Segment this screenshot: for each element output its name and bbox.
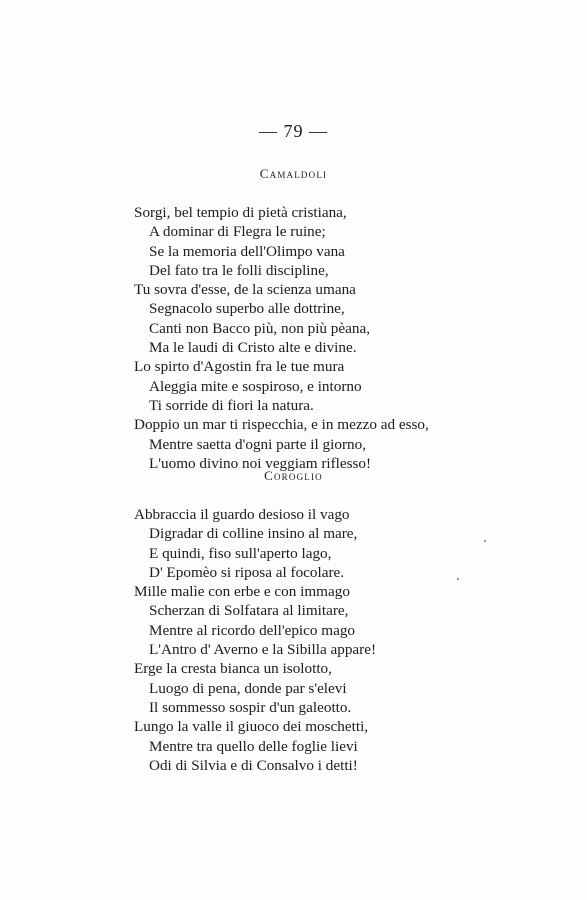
verse-line: Scherzan di Solfatara al limitare, [149,602,349,620]
paper-speck [484,540,486,542]
verse-line: Del fato tra le folli discipline, [149,261,329,279]
verse-line: Doppio un mar ti rispecchia, e in mezzo ad esso, [134,416,429,434]
verse-line: Aleggia mite e sospiroso, e intorno [149,377,362,395]
verse-line: A dominar di Flegra le ruine; [149,223,326,241]
verse-line: Mille malìe con erbe e con immago [134,583,350,601]
poem-title-camaldoli: Camaldoli [259,166,328,181]
verse-line: Segnacolo superbo alle dottrine, [149,300,345,318]
verse-line: Odi di Silvia e di Consalvo i detti! [149,756,358,774]
verse-line: Abbraccia il guardo desioso il vago [134,506,350,523]
paper-speck [457,578,459,580]
verse-line: Mentre tra quello delle foglie lievi [149,737,358,755]
verse-line: Tu sovra d'esse, de la scienza umana [134,281,356,299]
verse-line: Mentre al ricordo dell'epico mago [149,621,356,639]
page-number: — 79 — [259,121,328,141]
verse-line: Erge la cresta bianca un isolotto, [134,660,332,678]
verse-line: Sorgi, bel tempio di pietà cristiana, [134,204,347,221]
verse-line: E quindi, fiso sull'aperto lago, [149,544,332,562]
verse-line: Ma le laudi di Cristo alte e divine. [149,339,357,357]
verse-line: Canti non Bacco più, non più pèana, [149,319,371,337]
verse-line: Ti sorride di fiori la natura. [149,396,314,414]
verse-line: D' Epomèo si riposa al focolare. [149,563,345,581]
verse-line: Il sommesso sospir d'un galeotto. [149,698,352,716]
verse-line: Lungo la valle il giuoco dei moschetti, [134,718,369,736]
verse-line: Digradar di colline insino al mare, [149,525,358,543]
poem-title-coroglio: Coroglio [264,468,323,483]
verse-line: Luogo di pena, donde par s'elevi [149,679,347,697]
verse-line: L'Antro d' Averno e la Sibilla appare! [149,641,377,659]
poem-camaldoli [134,203,429,473]
verse-line: Lo spirto d'Agostin fra le tue mura [134,358,345,376]
verse-line: Mentre saetta d'ogni parte il giorno, [149,435,366,453]
verse-line: Se la memoria dell'Olimpo vana [149,242,345,260]
verse-line: L'uomo divino noi veggiam riflesso! [149,454,372,472]
poem-coroglio [134,505,376,775]
